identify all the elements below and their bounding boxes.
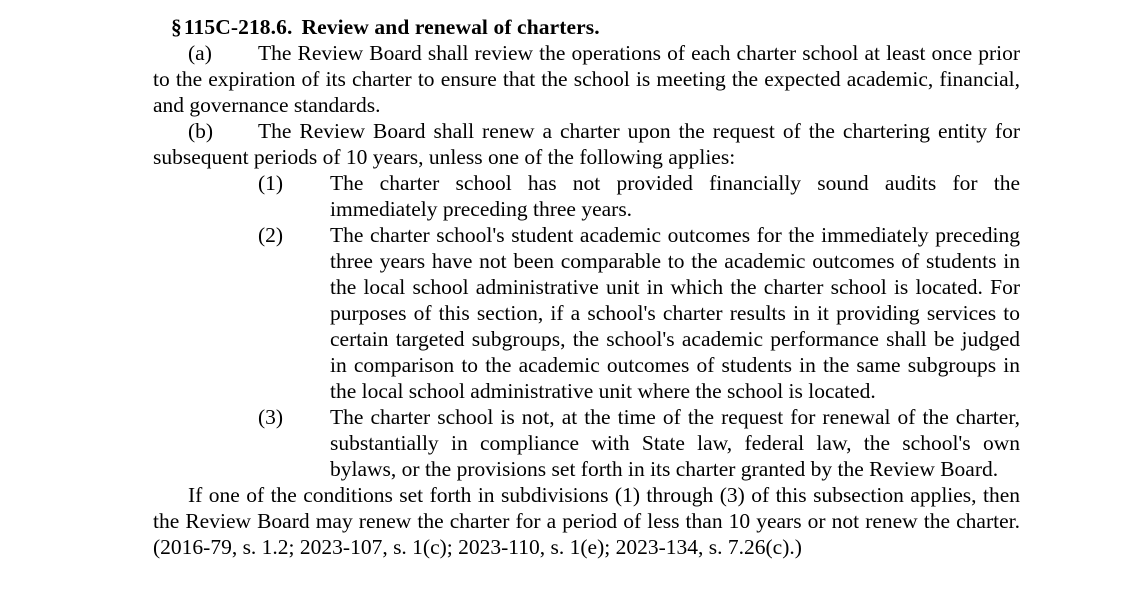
section-title-text: Review and renewal of charters. <box>301 15 600 39</box>
subsection-a-marker: (a) <box>188 41 212 65</box>
session-law-citation: (2016-79, s. 1.2; 2023-107, s. 1(c); 2023-110, s. 1(e); 2023-134, s. 7.26(c).) <box>153 535 802 559</box>
closing-paragraph-text: If one of the conditions set forth in subdivisions (1) through (3) of this subsection applies, then the Review Board may renew the charter for a period of less than 10 years or not renew the charter. <box>153 483 1020 533</box>
list-item <box>153 170 1020 222</box>
list-item-number: (2) <box>258 223 284 247</box>
section-number: 115C-218.6. <box>183 15 293 39</box>
section-symbol: § <box>171 15 182 39</box>
page-title <box>153 14 1020 40</box>
list-item-text: The charter school's student academic outcomes for the immediately preceding three years have not been comparable to the academic outcomes of students in the local school administrative unit in which the charter school is located. For purposes of this section, if a school's charter results in it providing services to certain targeted subgroups, the school's academic performance shall be judged in comparison to the academic outcomes of students in the same subgroups in the local school administrative unit where the school is located. <box>330 223 1020 403</box>
subsection-a-text: The Review Board shall review the operations of each charter school at least once prior to the expiration of its charter to ensure that the school is meeting the expected academic, financial, and governance standards. <box>153 41 1020 117</box>
subsection-b <box>153 118 1020 170</box>
subsection-b-marker: (b) <box>188 119 214 143</box>
list-item-number: (1) <box>258 171 284 195</box>
list-item <box>153 404 1020 482</box>
list-item <box>153 222 1020 404</box>
subsection-b-text: The Review Board shall renew a charter upon the request of the chartering entity for subsequent periods of 10 years, unless one of the following applies: <box>153 119 1020 169</box>
closing-paragraph <box>153 482 1020 560</box>
list-item-text: The charter school has not provided financially sound audits for the immediately preceding three years. <box>330 171 1020 221</box>
subsection-a <box>153 40 1020 118</box>
list-item-number: (3) <box>258 405 284 429</box>
list-item-text: The charter school is not, at the time of the request for renewal of the charter, substantially in compliance with State law, federal law, the school's own bylaws, or the provisions set forth in its charter granted by the Review Board. <box>330 405 1020 481</box>
